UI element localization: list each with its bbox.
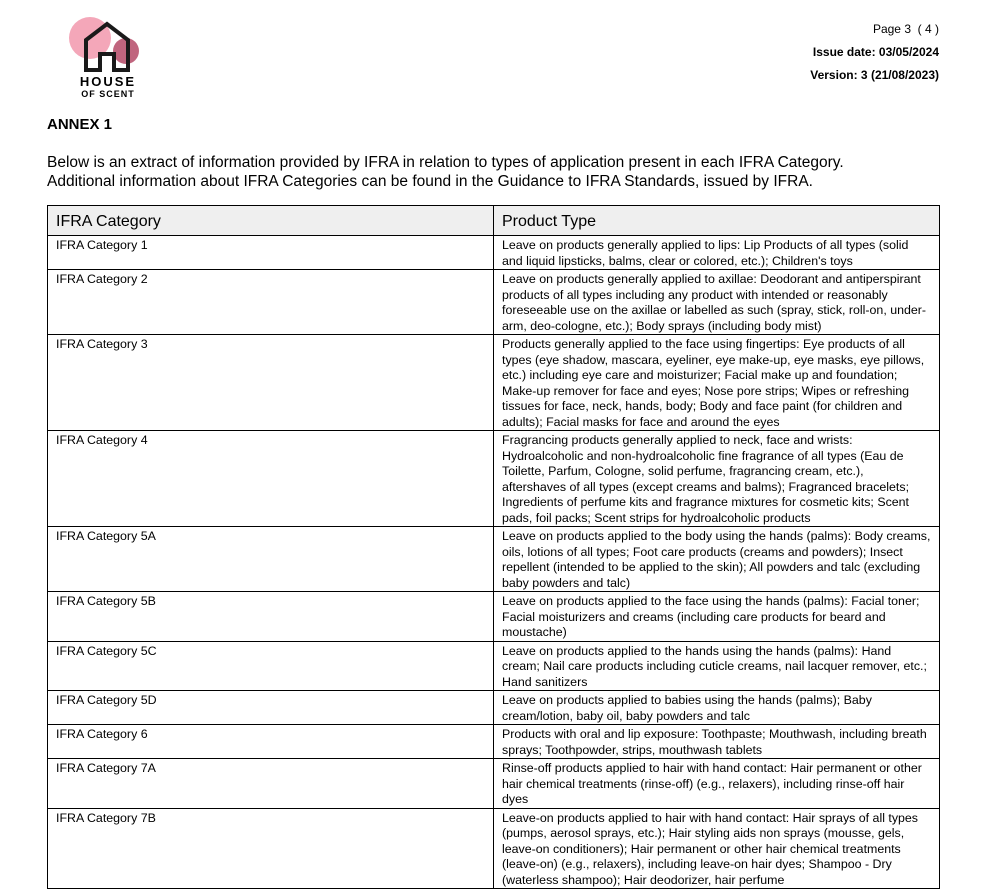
category-cell: IFRA Category 2 xyxy=(48,270,494,335)
category-cell: IFRA Category 5D xyxy=(48,691,494,725)
logo-text-of-scent: OF SCENT xyxy=(81,89,135,99)
category-cell: IFRA Category 6 xyxy=(48,725,494,759)
table-row xyxy=(48,808,940,889)
product-cell: Products with oral and lip exposure: Toothpaste; Mouthwash, including breath sprays; Toothpowder, strips, mouthwash tablets xyxy=(494,725,940,759)
table-row xyxy=(48,725,940,759)
intro-line-1: Below is an extract of information provided by IFRA in relation to types of application present in each IFRA Category. xyxy=(47,154,844,171)
category-cell: IFRA Category 5A xyxy=(48,527,494,592)
table-row xyxy=(48,691,940,725)
product-cell: Leave on products generally applied to lips: Lip Products of all types (solid and liquid lipsticks, balms, clear or colored, etc.); Children's toys xyxy=(494,236,940,270)
table-row xyxy=(48,431,940,527)
product-cell: Leave on products applied to the face using the hands (palms): Facial toner; Facial moisturizers and creams (including care products for beard and moustache) xyxy=(494,592,940,642)
table-row xyxy=(48,236,940,270)
product-cell: Leave-on products applied to hair with hand contact: Hair sprays of all types (pumps, aerosol sprays, etc.); Hair styling aids non sprays (mousse, gels, leave-on conditioners); Hair permanent or other hair chemical treatments (leave-on) (e.g., relaxers), including leave-on hair dyes; Shampoo - Dry (waterless shampoo); Hair deodorizer, hair perfume xyxy=(494,808,940,889)
category-cell: IFRA Category 7B xyxy=(48,808,494,889)
intro-line-2: Additional information about IFRA Categories can be found in the Guidance to IFRA Standards, issued by IFRA. xyxy=(47,173,813,190)
category-cell: IFRA Category 1 xyxy=(48,236,494,270)
house-logo-icon xyxy=(68,14,146,76)
table-header-row xyxy=(48,206,940,236)
annex-title: ANNEX 1 xyxy=(47,116,113,133)
product-cell: Fragrancing products generally applied to neck, face and wrists: Hydroalcoholic and non-hydroalcoholic fine fragrance of all types (Eau de Toilette, Parfum, Cologne, solid perfume, fragrancing cream, etc.), aftershaves of all types (except creams and balms); Fragranced bracelets; Ingredients of perfume kits and fragrance mixtures for cosmetic kits; Scent pads, foil packs; Scent strips for hydroalcoholic products xyxy=(494,431,940,527)
category-cell: IFRA Category 7A xyxy=(48,759,494,809)
product-cell: Products generally applied to the face using fingertips: Eye products of all types (eye shadow, mascara, eyeliner, eye make-up, eye masks, eye pillows, etc.) including eye care and moisturizer; Facial make up and foundation; Make-up remover for face and eyes; Nose pore strips; Wipes or refreshing tissues for face, neck, hands, body; Body and face paint (for children and adults); Facial masks for face and around the eyes xyxy=(494,335,940,431)
table-row xyxy=(48,527,940,592)
product-cell: Rinse-off products applied to hair with hand contact: Hair permanent or other hair chemical treatments (rinse-off) (e.g., relaxers), including rinse-off hair dyes xyxy=(494,759,940,809)
header-product-type: Product Type xyxy=(494,206,940,236)
table-row xyxy=(48,759,940,809)
header-ifra-category: IFRA Category xyxy=(48,206,494,236)
document-meta xyxy=(810,18,939,87)
category-cell: IFRA Category 4 xyxy=(48,431,494,527)
table-row xyxy=(48,592,940,642)
category-cell: IFRA Category 5C xyxy=(48,641,494,691)
intro-paragraph xyxy=(47,153,947,191)
issue-date: Issue date: 03/05/2024 xyxy=(812,45,939,59)
table-row xyxy=(48,335,940,431)
page-number: Page 3 ( 4 ) xyxy=(872,22,939,36)
version: Version: 3 (21/08/2023) xyxy=(810,68,939,82)
product-cell: Leave on products applied to the hands using the hands (palms): Hand cream; Nail care products including cuticle creams, nail lacquer remover, etc.; Hand sanitizers xyxy=(494,641,940,691)
product-cell: Leave on products applied to the body using the hands (palms): Body creams, oils, lotions of all types; Foot care products (creams and powders); Insect repellent (intended to be applied to the skin); All powders and talc (excluding baby powders and talc) xyxy=(494,527,940,592)
category-cell: IFRA Category 5B xyxy=(48,592,494,642)
product-cell: Leave on products generally applied to axillae: Deodorant and antiperspirant products of all types including any product with intended or reasonably foreseeable use on the axillae or labelled as such (spray, stick, roll-on, under-arm, deo-cologne, etc.); Body sprays (including body mist) xyxy=(494,270,940,335)
table-row xyxy=(48,270,940,335)
table-row xyxy=(48,641,940,691)
category-cell: IFRA Category 3 xyxy=(48,335,494,431)
logo-text-house: HOUSE xyxy=(79,74,137,89)
product-cell: Leave on products applied to babies using the hands (palms); Baby cream/lotion, baby oil, baby powders and talc xyxy=(494,691,940,725)
ifra-category-table xyxy=(47,205,940,889)
